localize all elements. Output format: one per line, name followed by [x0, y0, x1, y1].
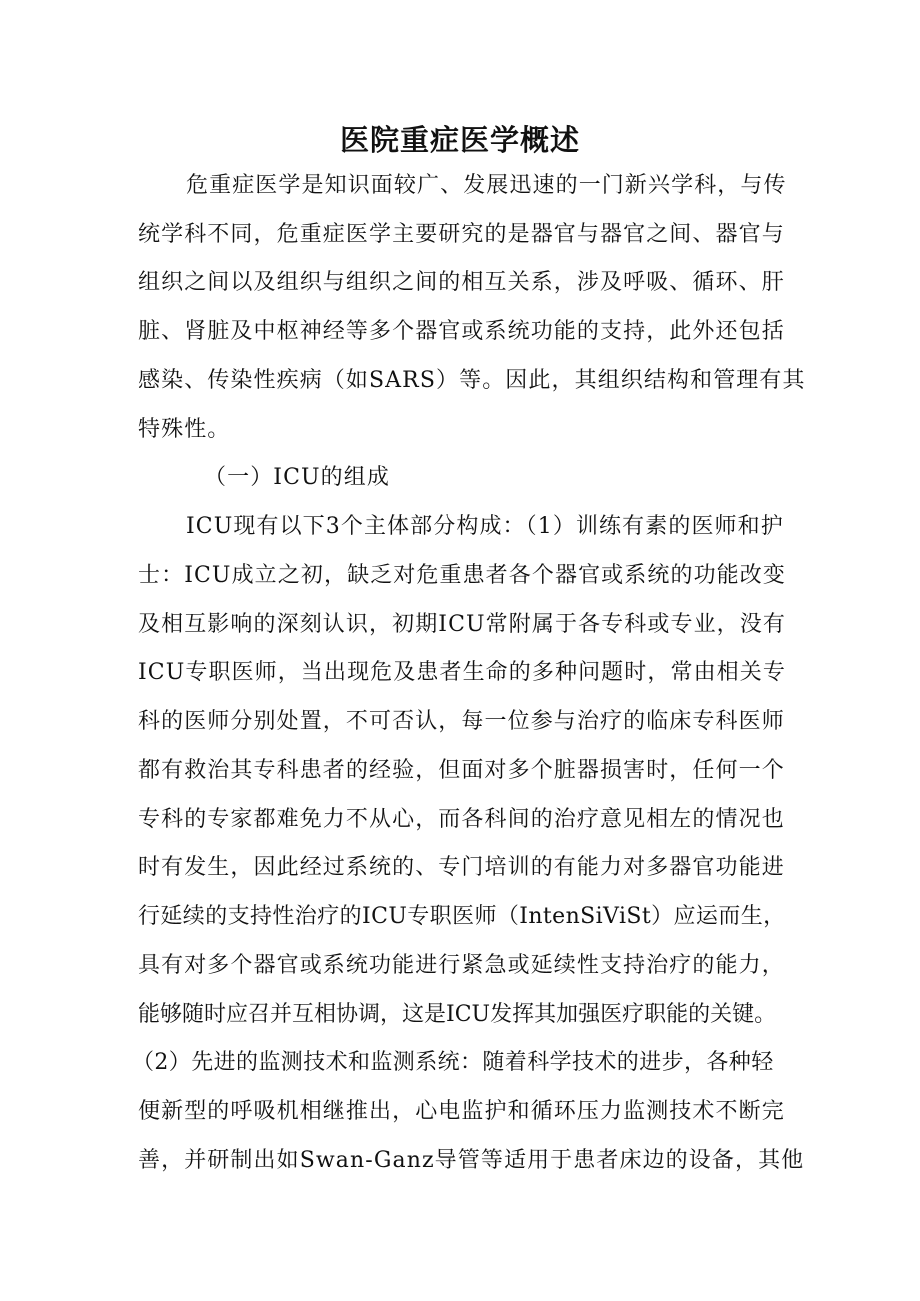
paragraph-line: 行延续的支持性治疗的ICU专职医师（IntenSiViSt）应运而生， [138, 904, 786, 929]
paragraph-line: 能够随时应召并互相协调，这是ICU发挥其加强医疗职能的关键。 [138, 1002, 777, 1027]
paragraph-line: 士：ICU成立之初，缺乏对危重患者各个器官或系统的功能改变 [138, 563, 786, 588]
paragraph-line: 时有发生，因此经过系统的、专门培训的有能力对多器官功能进 [138, 855, 785, 880]
paragraph-line: 专科的专家都难免力不从心，而各科间的治疗意见相左的情况也 [138, 807, 785, 832]
document-title: 医院重症医学概述 [339, 123, 580, 157]
paragraph-line: ICU专职医师，当出现危及患者生命的多种问题时，常由相关专 [138, 660, 786, 685]
paragraph-line: 便新型的呼吸机相继推出，心电监护和循环压力监测技术不断完 [138, 1099, 785, 1124]
paragraph-line: 组织之间以及组织与组织之间的相互关系，涉及呼吸、循环、肝 [138, 270, 785, 295]
paragraph-line: 具有对多个器官或系统功能进行紧急或延续性支持治疗的能力， [138, 953, 785, 978]
paragraph-line: 都有救治其专科患者的经验，但面对多个脏器损害时，任何一个 [138, 758, 785, 783]
paragraph-line: ICU现有以下3个主体部分构成：（1）训练有素的医师和护 [186, 514, 784, 539]
paragraph-line: 科的医师分别处置，不可否认，每一位参与治疗的临床专科医师 [138, 709, 785, 734]
paragraph-line: 危重症医学是知识面较广、发展迅速的一门新兴学科，与传 [186, 173, 787, 198]
paragraph-line: 脏、肾脏及中枢神经等多个器官或系统功能的支持，此外还包括 [138, 319, 785, 344]
section-heading: （一）ICU的组成 [204, 465, 390, 490]
paragraph-line: 善，并研制出如Swan-Ganz导管等适用于患者床边的设备，其他 [138, 1148, 805, 1173]
paragraph-line: 感染、传染性疾病（如SARS）等。因此，其组织结构和管理有其 [138, 368, 806, 393]
paragraph-line: 统学科不同，危重症医学主要研究的是器官与器官之间、器官与 [138, 222, 785, 247]
paragraph-line: （2）先进的监测技术和监测系统：随着科学技术的进步，各种轻 [132, 1050, 774, 1075]
paragraph-line: 及相互影响的深刻认识，初期ICU常附属于各专科或专业，没有 [138, 612, 786, 637]
paragraph-line: 特殊性。 [138, 417, 231, 442]
